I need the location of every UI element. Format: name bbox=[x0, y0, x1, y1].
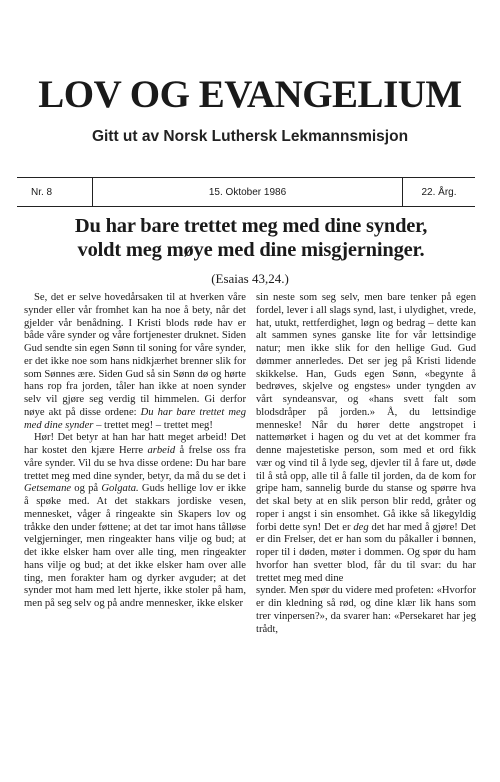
masthead-title: LOV OG EVANGELIUM bbox=[38, 73, 462, 116]
issue-volume: 22. Årg. bbox=[421, 186, 457, 198]
text-run: sin neste som seg selv, men bare tenker på egen fordel, lever i all slags synd, last, i ulydighet, vrede, hat, utukt, rettferdighet, løgn og bedrag – dette kan alt sammen synes ganske lite for vår lettsindige natur; men ikke slik for den hellige Gud. Gud dømmer annerledes. Det ser jeg på Kristi lidende skikkelse. Han, Guds egen Sønn, «begynte å bedrøves, skjelve og engstes» under tyngden av vårt syndeansvar, og «hans svett falt som blodsdråper på jorden.» Å, du lettsindige menneske! Når du hører dette angstropet i nattemørket i hagen og du vet at det kommer fra denne majestetiske person, som med et ord fikk vær og vind til å lyde seg, djevler til å fare ut, døde til å stå opp, alle til å falle til jorden, da de kom for gripe ham, sannelig burde du stanse og spørre hva det skal bety at en slik person blir redd, gråter og roper i angst i sin ensomhet. Gå ikke så likegyldig forbi dette syn! Det er bbox=[256, 292, 476, 533]
paragraph bbox=[24, 292, 246, 432]
paragraph bbox=[24, 432, 246, 611]
headline-line-1: Du har bare trettet meg med dine synder, bbox=[74, 215, 428, 237]
text-run-italic: deg bbox=[353, 521, 369, 533]
paragraph bbox=[256, 292, 476, 585]
article-column-left bbox=[24, 292, 246, 611]
scripture-reference: (Esaias 43,24.) bbox=[211, 271, 289, 286]
text-run: det har med å gjøre! Det er din Frelser, det er han som du påkaller i bønnen, roper til i døden, møter i dommen. Og spør du ham hvorfor han svetter blod, får du til svar: du har trettet meg med dine bbox=[256, 521, 476, 584]
publisher-subtitle: Gitt ut av Norsk Luthersk Lekmannsmisjon bbox=[91, 128, 409, 145]
text-run: Se, det er selve hovedårsaken til at hverken våre synder eller vår fromhet kan ha noe å bety, når det gjelder vår benådning. I Kristi blods røde hav er både våre synder og våre fortjenester druknet. Siden Gud sendte sin egen Sønn til soning for våre synder, er det ikke noe som hans nidkjærhet brenner slik for som Sønnes ære. Siden Gud så sin Sønn dø og hørte hans rop fra jorden, tåler han ikke at noen synder selv vil gjøre seg verdig til himmelen. Gi derfor nøye akt på disse ordene: bbox=[24, 292, 246, 418]
text-run: Hør! Det betyr at han har hatt meget arbeid! Det har kostet den kjære Herre bbox=[24, 432, 246, 456]
text-run-italic: arbeid bbox=[147, 445, 176, 456]
text-run-italic: Golgata. bbox=[101, 483, 139, 495]
text-run: – trettet meg! – trettet meg! bbox=[93, 419, 213, 431]
text-run-italic: Getsemane bbox=[24, 483, 72, 495]
text-run: Guds hellige lov er ikke å spøke med. At det stakkars jordiske vesen, mennesket, våger å ringeakte sin Skapers lov og tråkke den under føttene; at det tar imot hans tålløse velgjerninger, men ringeakter hans vilje og bud; at det ikke elsker ham over alle ting, men ringeakter hans vilje og bud; at det ikke elsker ham over alle ting, men forakter ham og dyrker avguder; at det synder mot ham med lett hjerte, ikke stoler på ham, men på seg selv og på andre mennesker, ikke elsker bbox=[24, 483, 246, 609]
article-column-right bbox=[256, 292, 476, 636]
headline-line-2: voldt meg møye med dine misgjerninger. bbox=[77, 239, 425, 261]
text-run: og på bbox=[71, 483, 102, 495]
paragraph: synder. Men spør du videre med profeten: «Hvorfor er din kledning så rød, og dine klær lik hans som trer vinpersen?», da svarer han: «Persekaret har jeg trådt, bbox=[256, 585, 476, 635]
article-headline bbox=[12, 214, 490, 262]
text-run: å frelse oss fra våre synder. Vil du se hva disse ordene: Du har bare trettet meg med dine synder, betyr, da må du se det i bbox=[24, 445, 246, 482]
issue-date: 15. Oktober 1986 bbox=[93, 178, 403, 206]
text-run-italic: Du har bare trettet meg med dine synder bbox=[24, 406, 246, 431]
issue-info-bar bbox=[17, 177, 475, 207]
issue-number: Nr. 8 bbox=[17, 178, 93, 206]
